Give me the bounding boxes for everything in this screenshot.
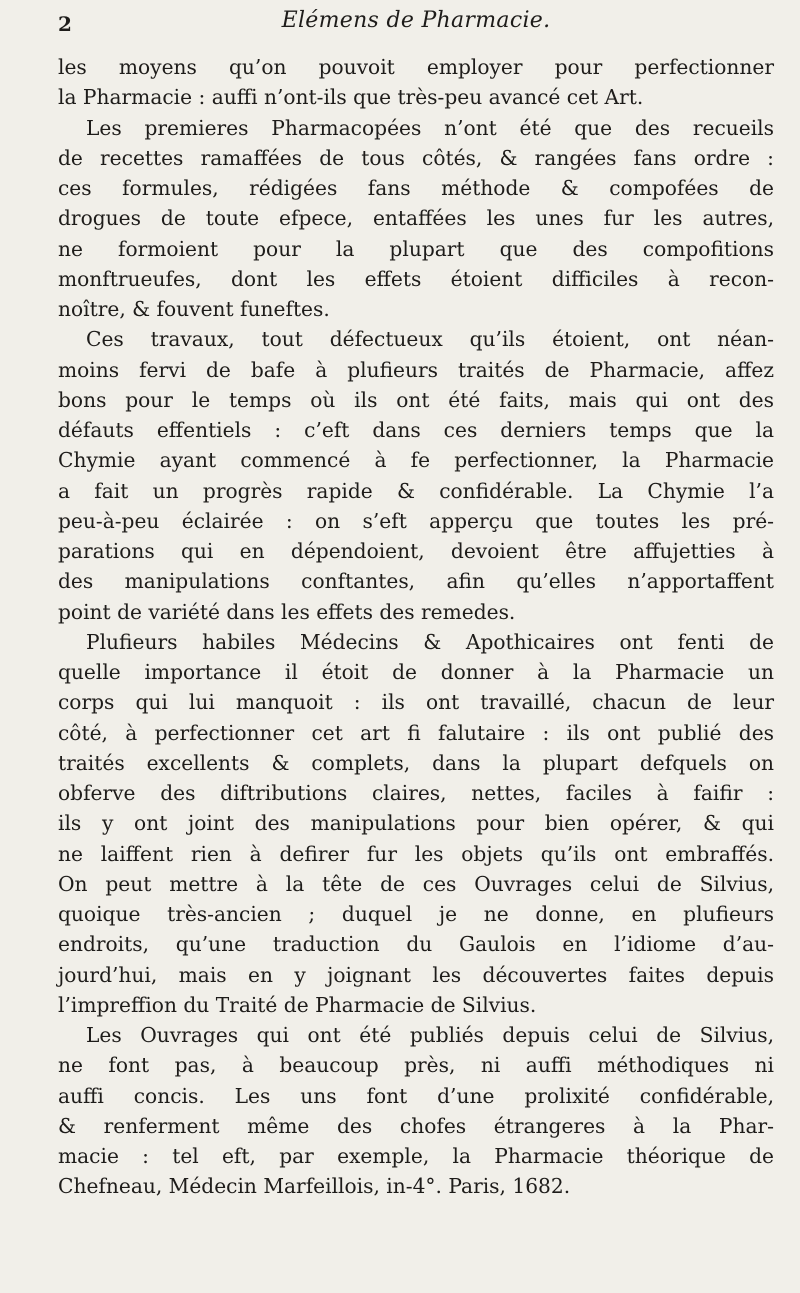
paragraph xyxy=(58,627,774,1020)
text-line: peu-à-peu éclairée : on s’eft apperçu que toutes les pré- xyxy=(58,508,774,533)
text-line: moins fervi de bafe à plufieurs traités de Pharmacie, affez xyxy=(58,357,774,382)
book-page xyxy=(58,8,774,1202)
body-text xyxy=(58,52,774,1202)
text-line: Chymie ayant commencé à fe perfectionner, la Pharmacie xyxy=(58,448,774,473)
text-line: On peut mettre à la tête de ces Ouvrages celui de Silvius, xyxy=(58,871,774,896)
text-line: jourd’hui, mais en y joignant les découvertes faites depuis xyxy=(58,962,774,987)
text-line: point de variété dans les effets des remedes. xyxy=(58,599,516,624)
text-line: monftrueufes, dont les effets étoient difficiles à recon- xyxy=(58,266,774,291)
paragraph xyxy=(58,52,774,113)
text-line: traités excellents & complets, dans la plupart defquels on xyxy=(58,750,774,775)
text-line: Plufieurs habiles Médecins & Apothicaires ont fenti de xyxy=(86,629,774,654)
text-line: obferve des diftributions claires, nettes, faciles à faifir : xyxy=(58,781,774,805)
paragraph xyxy=(58,1020,774,1202)
text-line: ne laiffent rien à defirer fur les objets qu’ils ont embraffés. xyxy=(58,841,774,866)
text-line: ces formules, rédigées fans méthode & compofées de xyxy=(58,176,774,200)
text-line: Les premieres Pharmacopées n’ont été que des recueils xyxy=(86,115,774,140)
text-line: Les Ouvrages qui ont été publiés depuis celui de Silvius, xyxy=(86,1023,774,1047)
text-line: côté, à perfectionner cet art fi falutaire : ils ont publié des xyxy=(58,720,774,745)
paragraph xyxy=(58,113,774,325)
text-line: noître, & fouvent funeftes. xyxy=(58,297,330,321)
text-line: ne formoient pour la plupart que des compofitions xyxy=(58,236,774,261)
text-line: corps qui lui manquoit : ils ont travaillé, chacun de leur xyxy=(58,690,774,715)
text-line: a fait un progrès rapide & confidérable. La Chymie l’a xyxy=(58,478,774,503)
page-header xyxy=(58,8,774,52)
text-line: macie : tel eft, par exemple, la Pharmacie théorique de xyxy=(58,1144,774,1168)
text-line: auffi concis. Les uns font d’une prolixité confidérable, xyxy=(58,1083,774,1108)
running-title: Elémens de Pharmacie. xyxy=(281,8,551,33)
text-line: la Pharmacie : auffi n’ont-ils que très-peu avancé cet Art. xyxy=(58,85,644,110)
text-line: & renferment même des chofes étrangeres à la Phar- xyxy=(58,1113,774,1138)
text-line: défauts effentiels : c’eft dans ces derniers temps que la xyxy=(58,418,774,442)
text-line: Ces travaux, tout défectueux qu’ils étoient, ont néan- xyxy=(86,327,774,352)
page-number: 2 xyxy=(58,12,72,36)
text-line: drogues de toute efpece, entaffées les unes fur les autres, xyxy=(58,206,774,231)
text-line: quelle importance il étoit de donner à la Pharmacie un xyxy=(58,660,774,684)
text-line: quoique très-ancien ; duquel je ne donne, en plufieurs xyxy=(58,902,774,926)
text-line: endroits, qu’une traduction du Gaulois en l’idiome d’au- xyxy=(58,932,774,957)
text-line: de recettes ramaffées de tous côtés, & rangées fans ordre : xyxy=(58,145,774,170)
text-line: Chefneau, Médecin Marfeillois, in-4°. Paris, 1682. xyxy=(58,1174,571,1199)
text-line: des manipulations conftantes, afin qu’elles n’apportaffent xyxy=(58,569,774,594)
text-line: ils y ont joint des manipulations pour bien opérer, & qui xyxy=(58,811,774,836)
paragraph xyxy=(58,324,774,627)
text-line: l’impreffion du Traité de Pharmacie de Silvius. xyxy=(58,992,537,1017)
text-line: ne font pas, à beaucoup près, ni auffi méthodiques ni xyxy=(58,1053,774,1078)
text-line: bons pour le temps où ils ont été faits, mais qui ont des xyxy=(58,387,774,412)
text-line: les moyens qu’on pouvoit employer pour perfectionner xyxy=(58,55,774,79)
text-line: parations qui en dépendoient, devoient être affujetties à xyxy=(58,539,774,563)
